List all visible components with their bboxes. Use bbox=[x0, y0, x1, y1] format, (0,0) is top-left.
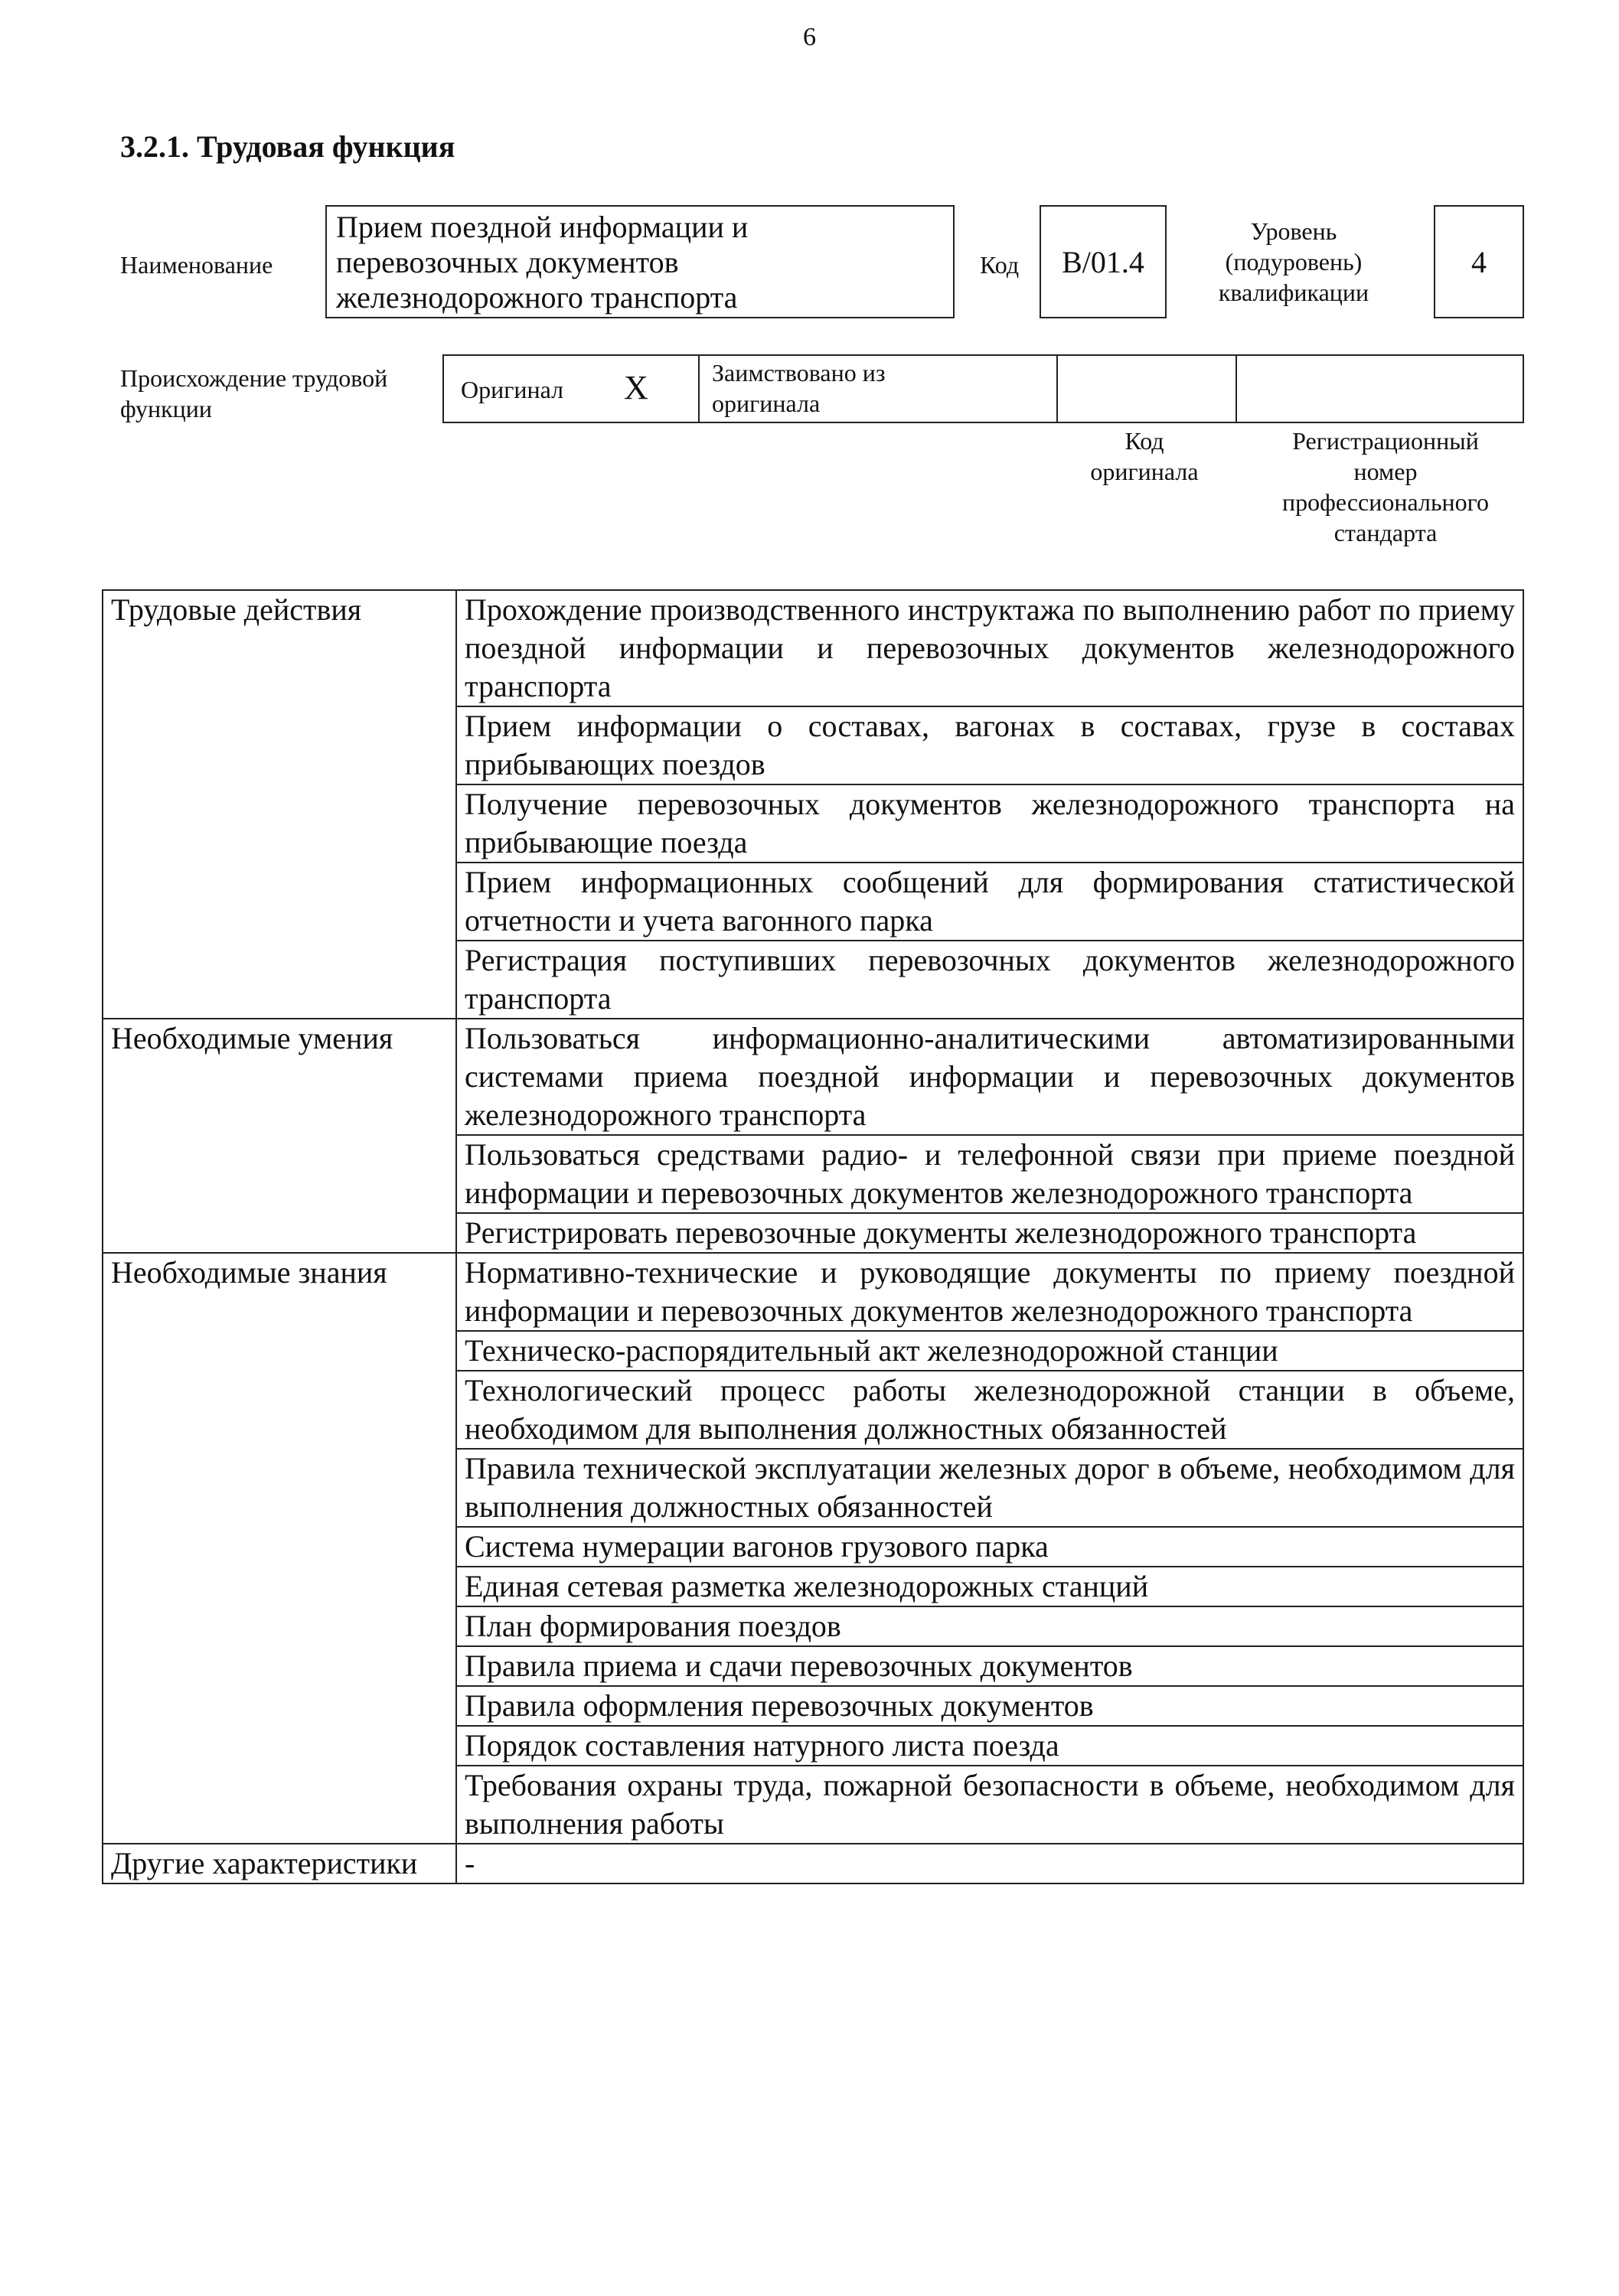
origin-label-line: Происхождение трудовой bbox=[120, 364, 388, 392]
caption-line: профессионального bbox=[1281, 488, 1489, 516]
item-cell: Правила приема и сдачи перевозочных документов bbox=[456, 1646, 1523, 1686]
registration-number-caption bbox=[1255, 426, 1516, 548]
item-cell: Прием информации о составах, вагонах в составах, грузе в составах прибывающих поездов bbox=[456, 706, 1523, 784]
item-cell: Технологический процесс работы железнодорожной станции в объеме, необходимом для выполнения должностных обязанностей bbox=[456, 1371, 1523, 1449]
item-cell: Регистрация поступивших перевозочных документов железнодорожного транспорта bbox=[456, 941, 1523, 1019]
original-label: Оригинал bbox=[461, 376, 564, 403]
origin-row bbox=[442, 354, 1524, 423]
item-cell: Прохождение производственного инструктажа по выполнению работ по приему поездной информации и перевозочных документов железнодорожного транспорта bbox=[456, 590, 1523, 706]
item-cell: Техническо-распорядительный акт железнодорожной станции bbox=[456, 1331, 1523, 1371]
caption-line: стандарта bbox=[1333, 519, 1438, 546]
code-label: Код bbox=[980, 251, 1020, 279]
caption-line: оригинала bbox=[1090, 458, 1199, 485]
item-cell: Единая сетевая разметка железнодорожных станций bbox=[456, 1567, 1523, 1606]
level-label-line: квалификации bbox=[1218, 279, 1369, 306]
function-name-line: Прием поездной информации и bbox=[336, 210, 749, 244]
origin-label bbox=[120, 363, 387, 424]
table-row bbox=[103, 590, 1523, 706]
name-label: Наименование bbox=[120, 251, 273, 279]
qualification-level-label bbox=[1198, 216, 1389, 308]
item-cell: Правила технической эксплуатации железных дорог в объеме, необходимом для выполнения должностных обязанностей bbox=[456, 1449, 1523, 1527]
item-cell: Пользоваться информационно-аналитическими автоматизированными системами приема поездной информации и перевозочных документов железнодорожного транспорта bbox=[456, 1019, 1523, 1135]
item-cell: Требования охраны труда, пожарной безопасности в объеме, необходимом для выполнения работы bbox=[456, 1766, 1523, 1844]
category-cell: Необходимые умения bbox=[103, 1019, 456, 1253]
table-row bbox=[103, 1253, 1523, 1331]
function-name-box bbox=[325, 205, 955, 318]
borrowed-label-line: оригинала bbox=[712, 390, 821, 417]
origin-label-line: функции bbox=[120, 395, 212, 422]
item-cell: Получение перевозочных документов железнодорожного транспорта на прибывающие поезда bbox=[456, 784, 1523, 863]
table-row bbox=[103, 1844, 1523, 1883]
borrowed-label bbox=[712, 357, 885, 419]
original-code-caption bbox=[1060, 426, 1229, 487]
category-cell: Трудовые действия bbox=[103, 590, 456, 1019]
labor-function-table bbox=[102, 589, 1524, 1884]
code-value: В/01.4 bbox=[1040, 205, 1167, 318]
function-name-line: перевозочных документов bbox=[336, 245, 679, 279]
item-cell: Регистрировать перевозочные документы железнодорожного транспорта bbox=[456, 1213, 1523, 1253]
item-cell: Пользоваться средствами радио- и телефонной связи при приеме поездной информации и перевозочных документов железнодорожного транспорта bbox=[456, 1135, 1523, 1213]
caption-line: Регистрационный bbox=[1292, 427, 1479, 455]
level-label-line: (подуровень) bbox=[1225, 248, 1363, 276]
function-name-line: железнодорожного транспорта bbox=[336, 280, 738, 315]
section-title: 3.2.1. Трудовая функция bbox=[120, 129, 455, 164]
item-cell: Нормативно-технические и руководящие документы по приему поездной информации и перевозочных документов железнодорожного транспорта bbox=[456, 1253, 1523, 1331]
item-cell: Порядок составления натурного листа поезда bbox=[456, 1726, 1523, 1766]
original-mark: X bbox=[624, 369, 648, 406]
level-label-line: Уровень bbox=[1250, 217, 1337, 245]
category-cell: Необходимые знания bbox=[103, 1253, 456, 1844]
page-number: 6 bbox=[803, 23, 816, 51]
caption-line: Код bbox=[1124, 427, 1164, 455]
item-cell: План формирования поездов bbox=[456, 1606, 1523, 1646]
item-cell: - bbox=[456, 1844, 1523, 1883]
table-row bbox=[103, 1019, 1523, 1135]
caption-line: номер bbox=[1353, 458, 1418, 485]
item-cell: Прием информационных сообщений для формирования статистической отчетности и учета вагонного парка bbox=[456, 863, 1523, 941]
category-cell: Другие характеристики bbox=[103, 1844, 456, 1883]
borrowed-label-line: Заимствовано из bbox=[712, 359, 886, 386]
qualification-level-value: 4 bbox=[1434, 205, 1524, 318]
item-cell: Система нумерации вагонов грузового парка bbox=[456, 1527, 1523, 1567]
item-cell: Правила оформления перевозочных документов bbox=[456, 1686, 1523, 1726]
